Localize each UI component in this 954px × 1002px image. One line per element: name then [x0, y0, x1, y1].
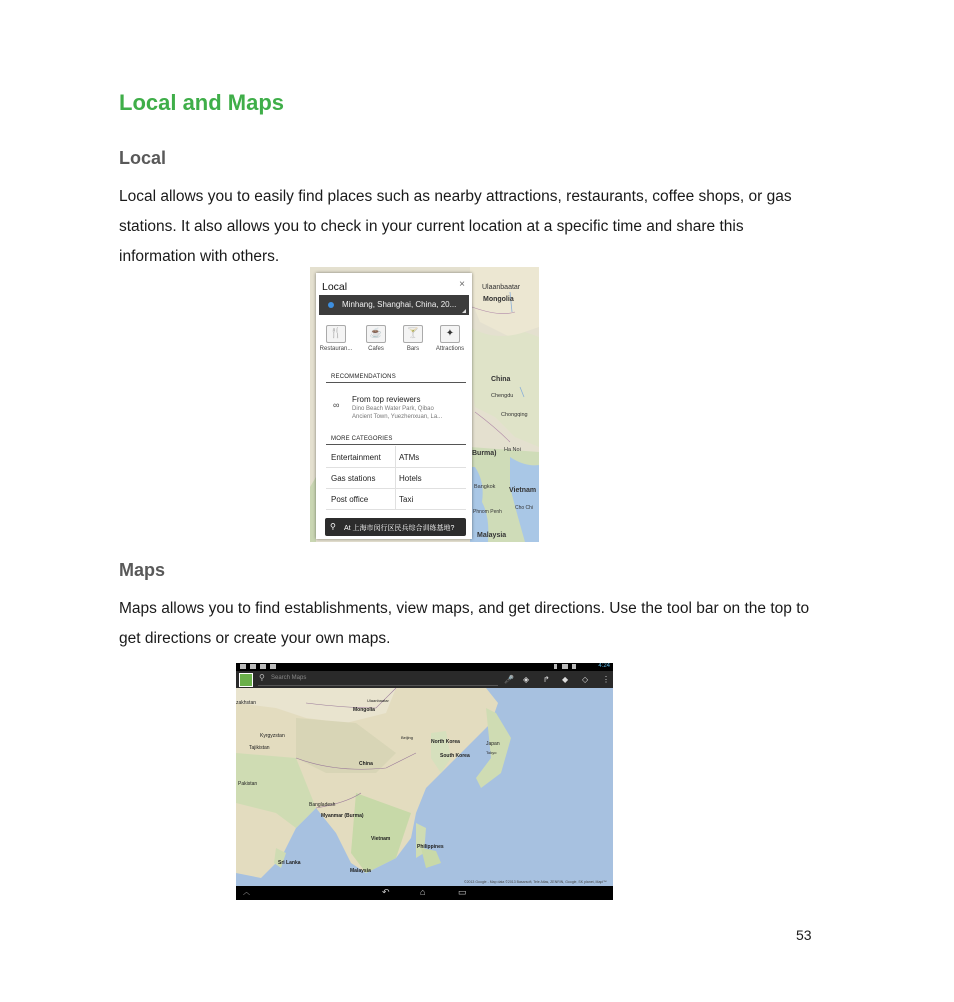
directions-icon[interactable]: ↱ [543, 675, 550, 684]
map-label: North Korea [431, 739, 460, 745]
divider [326, 444, 466, 445]
map-label: Kyrgyzstan [260, 733, 285, 739]
location-dot-icon [328, 302, 334, 308]
microphone-icon[interactable]: 🎤 [504, 675, 514, 684]
map-label: Ha Noi [504, 447, 521, 453]
overflow-menu-icon[interactable]: ⋮ [602, 675, 610, 684]
grid-divider [326, 467, 466, 468]
category-label: Bars [406, 346, 420, 352]
map-label: Sri Lanka [278, 860, 301, 866]
map-label: Pakistan [238, 781, 258, 787]
map-label: Mongolia [483, 296, 514, 303]
local-panel [316, 273, 472, 539]
map-label: zakhstan [236, 700, 257, 706]
navigation-icon[interactable]: ◆ [562, 675, 569, 684]
map-label: China [359, 761, 373, 767]
chevron-up-icon[interactable]: ︿ [243, 889, 250, 896]
map-attribution: ©2013 Google - Map data ©2013 Basarsoft, Tele Atlas, ZENRIN, Google, SK planet, Mapi™ [464, 880, 607, 884]
page-heading: Local and Maps [119, 90, 285, 115]
map-label: Vietnam [509, 487, 537, 494]
wifi-icon [562, 664, 568, 669]
location-selector[interactable] [319, 295, 469, 315]
map-label: Ulaanbaatar [482, 284, 521, 291]
glasses-icon: ∞ [333, 400, 340, 410]
map-label: Mongolia [353, 707, 375, 713]
maps-description: Maps allows you to find establishments, view maps, and get directions. Use the tool bar on the top to get directions or create your own maps. [119, 600, 810, 647]
category-gas-stations[interactable]: Gas stations [331, 474, 376, 483]
map-label: China [491, 376, 511, 383]
map-label: Tokyo [486, 750, 497, 755]
map-label: Vietnam [371, 836, 391, 842]
category-cafes[interactable] [358, 325, 394, 352]
category-label: Attractions [435, 346, 465, 352]
ticket-icon: ✦ [440, 325, 460, 343]
fork-knife-icon: 🍴 [326, 325, 346, 343]
recommendations-header: RECOMMENDATIONS [331, 374, 396, 380]
map-label: Phnom Penh [473, 509, 502, 515]
grid-divider [395, 446, 396, 509]
bluetooth-icon [554, 664, 557, 669]
map-label: Bangkok [474, 484, 496, 490]
map-label: South Korea [440, 753, 470, 759]
search-underline [258, 685, 498, 686]
map-label: Burma) [472, 450, 497, 457]
map-label: Myanmar (Burma) [321, 813, 364, 819]
coffee-cup-icon: ☕ [366, 325, 386, 343]
map-label: Philippines [417, 844, 444, 850]
map-label: Chongqing [501, 412, 528, 418]
map-label: Malaysia [350, 868, 371, 874]
picture-notification-icon [240, 664, 246, 669]
location-text: Minhang, Shanghai, China, 20... [342, 300, 457, 309]
map-label: Ulaanbaatar [367, 698, 389, 703]
home-icon[interactable]: ⌂ [420, 887, 426, 897]
map-label: Bangladesh [309, 802, 336, 808]
category-post-office[interactable]: Post office [331, 495, 369, 504]
map-label: Beijing [401, 735, 414, 740]
local-app-screenshot [310, 267, 539, 542]
store-notification-icon [270, 664, 276, 669]
navigation-bar [236, 886, 613, 900]
map-label: Cho Chi [515, 505, 534, 511]
category-label: Restauran... [319, 346, 353, 352]
map-label: Chengdu [491, 393, 514, 399]
maps-toolbar [236, 671, 613, 688]
category-label: Cafes [368, 346, 384, 352]
category-hotels[interactable]: Hotels [399, 474, 422, 483]
grid-divider [326, 488, 466, 489]
category-attractions[interactable] [432, 325, 468, 352]
my-location-icon[interactable]: ◈ [523, 675, 530, 684]
recommendation-subtitle: Dino Beach Water Park, Qibao [352, 406, 434, 412]
cocktail-icon: 🍸 [403, 325, 423, 343]
check-in-prompt[interactable] [325, 518, 466, 536]
more-categories-header: MORE CATEGORIES [331, 436, 393, 442]
battery-icon [572, 664, 576, 669]
local-description: Local allows you to easily find places such as nearby attractions, restaurants, coffee shops, or gas stations. It also allows you to check in your current location at a specific time and share this information with others. [119, 188, 792, 265]
location-pin-icon: ⚲ [330, 522, 336, 531]
check-in-text: At 上海市闵行区民兵综合训练基地? [344, 525, 455, 532]
mail-notification-icon [260, 664, 266, 669]
category-taxi[interactable]: Taxi [399, 495, 414, 504]
back-icon[interactable]: ↶ [382, 887, 390, 897]
recent-apps-icon[interactable]: ▭ [458, 887, 467, 897]
map-label: Malaysia [477, 532, 507, 539]
category-atms[interactable]: ATMs [399, 453, 420, 462]
panel-title: Local [322, 281, 348, 293]
maps-logo-icon[interactable] [239, 673, 253, 687]
close-icon[interactable]: × [459, 279, 465, 290]
recommendation-title[interactable]: From top reviewers [352, 395, 421, 404]
grid-divider [326, 509, 466, 510]
map-label: Tajikistan [249, 745, 270, 751]
recommendation-subtitle: Ancient Town, Yuezhenxuan, La... [352, 414, 443, 420]
chat-notification-icon [250, 664, 256, 669]
section-title-local: Local [119, 148, 167, 168]
search-input[interactable]: Search Maps [271, 675, 307, 681]
category-restaurants[interactable] [318, 325, 354, 352]
search-icon: ⚲ [259, 673, 265, 682]
category-bars[interactable] [395, 325, 431, 352]
dropdown-corner-icon [462, 309, 466, 313]
section-title-maps: Maps [119, 560, 166, 580]
category-entertainment[interactable]: Entertainment [331, 453, 381, 462]
maps-app-screenshot [236, 663, 613, 900]
clock: 4:24 [598, 663, 610, 669]
page-number: 53 [796, 927, 812, 943]
layers-icon[interactable]: ◇ [582, 675, 589, 684]
map-label: Japan [486, 741, 500, 747]
status-bar [236, 663, 613, 671]
divider [326, 382, 466, 383]
